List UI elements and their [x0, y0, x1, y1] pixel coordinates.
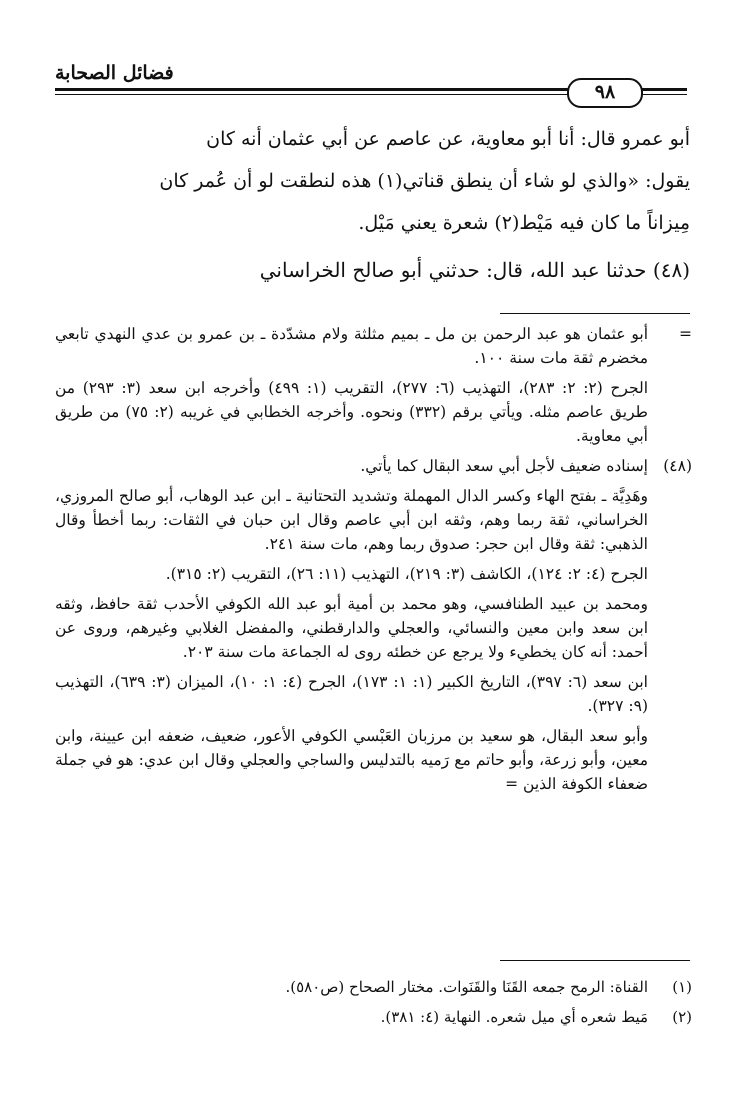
footnote-number: (٢) [672, 1008, 692, 1026]
note-paragraph: إسناده ضعيف لأجل أبي سعد البقال كما يأتي. [360, 457, 648, 475]
note-paragraph: الجرح (٤: ٢: ١٢٤)، الكاشف (٣: ٢١٩)، التهذيب (١١: ٢٦)، التقريب (٢: ٣١٥). [165, 565, 648, 583]
note-paragraph: أبو عثمان هو عبد الرحمن بن مل ـ بميم مثلثة ولام مشدّدة ـ بن عمرو بن عدي النهدي تابعي مخضرم ثقة مات سنة ١٠٠. [55, 325, 648, 367]
note-paragraph: الجرح (٢: ٢: ٢٨٣)، التهذيب (٦: ٢٧٧)، التقريب (١: ٤٩٩) وأخرجه ابن سعد (٣: ٢٩٣) من طريق عاصم مثله. ويأتي برقم (٣٣٢) ونحوه. وأخرجه الخطابي في غريبه (٢: ٧٥) من طريق أبي معاوية. [55, 379, 649, 445]
note-paragraph: ومحمد بن عبيد الطنافسي، وهو محمد بن أمية أبو عبد الله الكوفي الأحدب ثقة حافظ، وثقه ابن سعد وابن معين والنسائي، والعجلي والدارقطني، والمفضل الغلابي وغيرهم، وروى عن أحمد: أنه كان يخطيء ولا يرجع عن خطئه روى له الجماعة مات سنة ٢٠٣. [55, 595, 648, 661]
footnote-text: القناة: الرمح جمعه القَنَا والقَنَوات. مختار الصحاح (ص٥٨٠). [285, 978, 648, 996]
footnote [55, 972, 692, 1002]
page-number: ٩٨ [567, 78, 643, 108]
footnote [55, 1002, 692, 1032]
hadith-number-marker: (٤٨) [663, 457, 692, 475]
note-paragraph: وهَدِيَّة ـ بفتح الهاء وكسر الدال المهملة وتشديد التحتانية ـ ابن عبد الوهاب، أبو صالح المروزي، الخراساني، ثقة ربما وهم، وثقه ابن أبي عاصم وقال ابن حبان في الثقات: ربما أخطأ وقال الذهبي: ثقة وقال ابن حجر: صدوق ربما وهم، مات سنة ٢٤١. [55, 487, 648, 553]
note-paragraph: وأبو سعد البقال، هو سعيد بن مرزبان العَبْسي الكوفي الأعور، ضعيف، ضعفه ابن عيينة، وابن معين، وأبو زرعة، وأبو حاتم مع رَميه بالتدليس والساجي والعجلي وقال ابن عدي: هو في جملة ضعفاء الكوفة الذين = [55, 727, 648, 793]
footnote-text: مَيط شعره أي ميل شعره. النهاية (٤: ٣٨١). [380, 1008, 648, 1026]
footnotes [55, 972, 692, 1032]
note-block-continued [55, 322, 692, 448]
main-line: أبو عمرو قال: أنا أبو معاوية، عن عاصم عن أبي عثمان أنه كان [206, 128, 690, 150]
main-text [55, 118, 690, 244]
commentary-notes [55, 322, 692, 802]
note-paragraph: ابن سعد (٦: ٣٩٧)، التاريخ الكبير (١: ١: ١٧٣)، الجرح (٤: ١: ١٠)، الميزان (٣: ٦٣٩)، التهذيب (٩: ٣٢٧). [55, 673, 648, 715]
header-title: فضائل الصحابة [55, 62, 174, 84]
footnote-number: (١) [672, 978, 692, 996]
running-header [55, 62, 687, 103]
hadith-heading: (٤٨) حدثنا عبد الله، قال: حدثني أبو صالح الخراساني [259, 258, 690, 282]
main-line: مِيزاناً ما كان فيه مَيْط(٢) شعرة يعني مَيْل. [358, 212, 690, 234]
footnote-separator [500, 960, 690, 961]
continuation-marker: = [679, 325, 692, 343]
main-line: يقول: «والذي لو شاء أن ينطق قناتي(١) هذه لنطقت لو أن عُمر كان [159, 170, 690, 192]
note-block-48 [55, 454, 692, 796]
notes-separator [500, 313, 690, 314]
